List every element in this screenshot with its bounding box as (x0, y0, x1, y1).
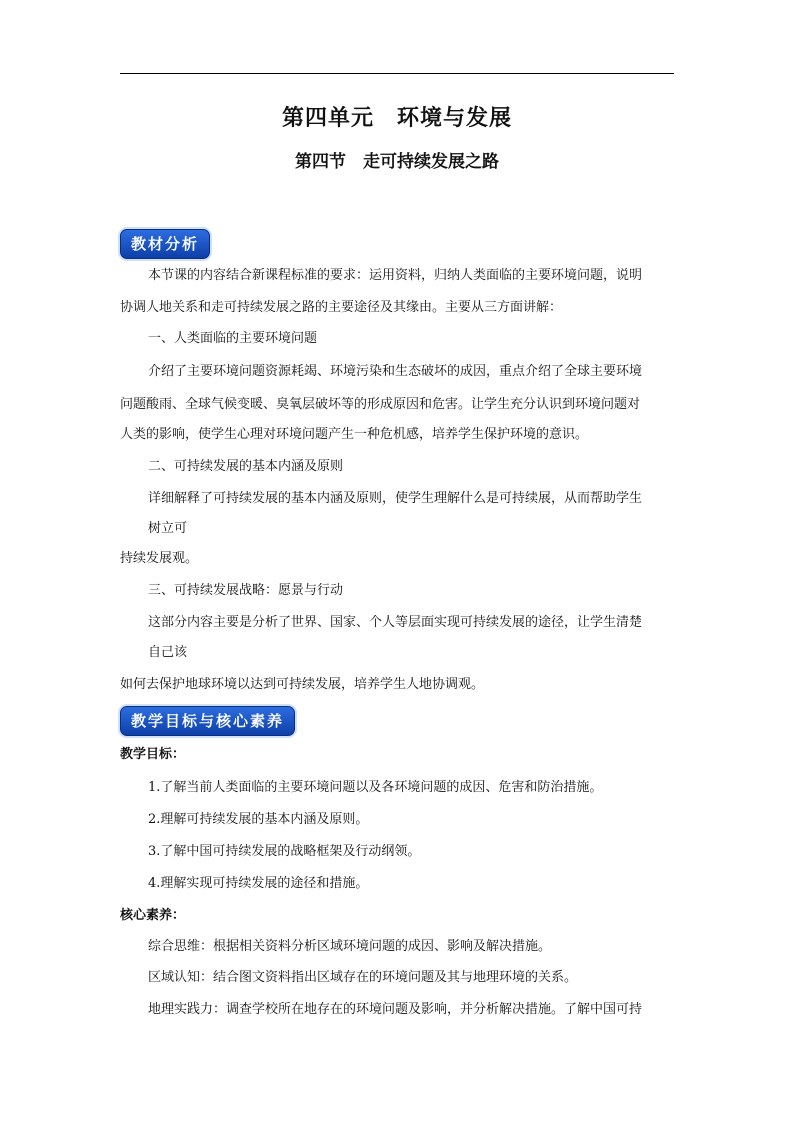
literacy-item: 区域认知：结合图文资料指出区域存在的环境问题及其与地理环境的关系。 (148, 970, 578, 985)
paragraph-line: 自己该 (148, 645, 188, 660)
subheading: 三、可持续发展战略：愿景与行动 (148, 583, 344, 598)
paragraph-line: 这部分内容主要是分析了世界、国家、个人等层面实现可持续发展的途径，让学生清楚 (148, 615, 643, 630)
literacy-heading: 核心素养： (120, 908, 186, 923)
paragraph-line: 介绍了主要环境问题资源耗竭、环境污染和生态破坏的成因，重点介绍了全球主要环境 (148, 364, 643, 379)
literacy-item: 地理实践力：调查学校所在地存在的环境问题及影响，并分析解决措施。了解中国可持 (148, 1002, 643, 1017)
section-badge-objectives: 教学目标与核心素养 (120, 706, 295, 736)
paragraph-line: 人类的影响，使学生心理对环境问题产生一种危机感，培养学生保护环境的意识。 (120, 427, 589, 442)
page-title: 第四单元 环境与发展 (281, 105, 512, 131)
literacy-item: 综合思维：根据相关资料分析区域环境问题的成因、影响及解决措施。 (148, 939, 552, 954)
subheading: 一、人类面临的主要环境问题 (148, 331, 318, 346)
paragraph-line: 本节课的内容结合新课程标准的要求：运用资料，归纳人类面临的主要环境问题，说明 (148, 268, 643, 283)
paragraph-line: 问题酸雨、全球气候变暖、臭氧层破坏等的形成原因和危害。让学生充分认识到环境问题对 (120, 397, 641, 412)
goals-heading: 教学目标： (120, 747, 186, 762)
goal-item: 4.理解实现可持续发展的途径和措施。 (148, 876, 369, 891)
paragraph-line: 详细解释了可持续发展的基本内涵及原则，使学生理解什么是可持续展，从而帮助学生 (148, 491, 643, 506)
paragraph-line: 协调人地关系和走可持续发展之路的主要途径及其缘由。主要从三方面讲解： (120, 300, 563, 315)
header-rule (120, 73, 674, 74)
subheading: 二、可持续发展的基本内涵及原则 (148, 459, 344, 474)
goal-item: 2.理解可持续发展的基本内涵及原则。 (148, 812, 369, 827)
goal-item: 1.了解当前人类面临的主要环境问题以及各环境问题的成因、危害和防治措施。 (148, 780, 603, 795)
section-badge-textbook-analysis: 教材分析 (120, 229, 210, 259)
section-subtitle: 第四节 走可持续发展之路 (295, 152, 499, 172)
paragraph-line: 持续发展观。 (120, 551, 199, 566)
goal-item: 3.了解中国可持续发展的战略框架及行动纲领。 (148, 844, 421, 859)
paragraph-line: 如何去保护地球环境以达到可持续发展，培养学生人地协调观。 (120, 677, 485, 692)
paragraph-line: 树立可 (148, 521, 188, 536)
